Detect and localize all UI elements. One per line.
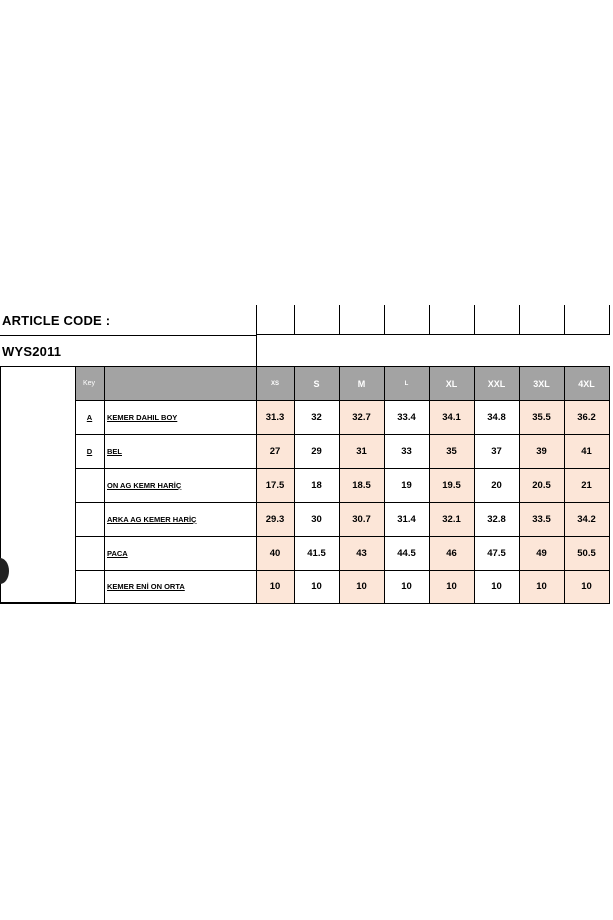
grid-hline xyxy=(0,335,257,336)
grid-vline xyxy=(384,305,385,335)
value-cell-xl: 35 xyxy=(429,434,474,468)
row-key: A xyxy=(86,412,93,422)
value-cell-3xl: 49 xyxy=(519,536,564,570)
value-cell-l: 33.4 xyxy=(397,411,416,423)
value-cell-xl: 10 xyxy=(429,570,474,603)
grid-vline xyxy=(339,367,340,604)
row-label: KEMER ENİ ON ORTA xyxy=(107,582,185,591)
value-cell-xl: 46 xyxy=(429,536,474,570)
grid-vline xyxy=(474,367,475,604)
size-header-xxl: XXL xyxy=(487,378,506,389)
value-cell-xxl: 32.8 xyxy=(487,513,506,525)
article-code-label: ARTICLE CODE : xyxy=(2,313,111,328)
grid-hline xyxy=(75,468,610,469)
grid-vline xyxy=(339,305,340,335)
value-cell-xl: 19.5 xyxy=(429,468,474,502)
grid-vline xyxy=(609,367,610,604)
grid-hline xyxy=(0,602,75,604)
grid-hline xyxy=(256,334,610,335)
value-cell-xl: 32.1 xyxy=(429,502,474,536)
value-cell-4xl: 34.2 xyxy=(564,502,609,536)
grid-vline xyxy=(294,367,295,604)
dark-circle-decoration xyxy=(0,558,9,584)
value-cell-xs: 31.3 xyxy=(256,400,294,434)
value-cell-4xl: 10 xyxy=(564,570,609,603)
grid-vline xyxy=(256,305,257,335)
size-header-s: S xyxy=(313,378,320,389)
grid-hline xyxy=(75,603,610,604)
value-cell-xs: 10 xyxy=(256,570,294,603)
value-cell-xs: 17.5 xyxy=(256,468,294,502)
grid-vline xyxy=(429,367,430,604)
value-cell-l: 10 xyxy=(401,581,412,592)
size-header-m: M xyxy=(357,378,366,389)
value-cell-xxl: 47.5 xyxy=(487,547,506,559)
article-code-value: WYS2011 xyxy=(2,344,62,359)
grid-vline xyxy=(256,367,257,604)
grid-vline xyxy=(609,305,610,335)
value-cell-3xl: 35.5 xyxy=(519,400,564,434)
grid-vline xyxy=(75,367,76,604)
row-key xyxy=(75,570,104,603)
value-cell-xs: 27 xyxy=(256,434,294,468)
size-header-l: L xyxy=(404,380,409,387)
size-header-xs: XS xyxy=(270,380,279,387)
value-cell-xxl: 37 xyxy=(491,445,502,457)
value-cell-xs: 29.3 xyxy=(256,502,294,536)
grid-vline xyxy=(519,305,520,335)
value-cell-xxl: 20 xyxy=(491,479,502,491)
row-label: ARKA AG KEMER HARİÇ xyxy=(107,514,197,524)
value-cell-s: 29 xyxy=(311,445,322,457)
value-cell-s: 10 xyxy=(311,581,322,592)
value-cell-s: 30 xyxy=(311,513,322,525)
value-cell-3xl: 10 xyxy=(519,570,564,603)
row-key xyxy=(75,468,104,502)
value-cell-m: 18.5 xyxy=(339,468,384,502)
grid-vline xyxy=(519,367,520,604)
grid-vline xyxy=(429,305,430,335)
size-header-xl: XL xyxy=(445,378,458,389)
value-cell-3xl: 39 xyxy=(519,434,564,468)
row-label: ON AG KEMR HARİÇ xyxy=(107,480,182,490)
row-key xyxy=(75,502,104,536)
value-cell-3xl: 33.5 xyxy=(519,502,564,536)
value-cell-4xl: 41 xyxy=(564,434,609,468)
grid-hline xyxy=(75,536,610,537)
grid-vline xyxy=(104,367,105,604)
row-key: D xyxy=(86,446,93,456)
value-cell-m: 31 xyxy=(339,434,384,468)
value-cell-xxl: 10 xyxy=(491,581,502,592)
value-cell-m: 32.7 xyxy=(339,400,384,434)
grid-hline xyxy=(75,570,610,571)
grid-hline xyxy=(75,434,610,435)
value-cell-3xl: 20.5 xyxy=(519,468,564,502)
value-cell-4xl: 36.2 xyxy=(564,400,609,434)
grid-vline xyxy=(294,305,295,335)
row-key xyxy=(75,536,104,570)
value-cell-xxl: 34.8 xyxy=(487,411,506,423)
row-label: BEL xyxy=(107,446,122,456)
value-cell-m: 43 xyxy=(339,536,384,570)
value-cell-m: 10 xyxy=(339,570,384,603)
size-header-3xl: 3XL xyxy=(533,378,550,389)
value-cell-4xl: 21 xyxy=(564,468,609,502)
value-cell-xl: 34.1 xyxy=(429,400,474,434)
row-label: KEMER DAHIL BOY xyxy=(107,412,178,422)
grid-vline xyxy=(564,305,565,335)
key-column-header: Key xyxy=(83,380,96,387)
row-label: PACA xyxy=(107,548,128,558)
grid-hline xyxy=(75,400,610,401)
value-cell-s: 32 xyxy=(311,411,322,423)
value-cell-4xl: 50.5 xyxy=(564,536,609,570)
value-cell-l: 33 xyxy=(401,445,412,457)
value-cell-xs: 40 xyxy=(256,536,294,570)
grid-vline xyxy=(384,367,385,604)
value-cell-m: 30.7 xyxy=(339,502,384,536)
grid-vline xyxy=(474,305,475,335)
value-cell-l: 19 xyxy=(401,479,412,491)
grid-vline xyxy=(564,367,565,604)
value-cell-l: 31.4 xyxy=(397,513,416,525)
size-header-4xl: 4XL xyxy=(578,378,595,389)
value-cell-l: 44.5 xyxy=(397,547,416,559)
grid-hline xyxy=(75,502,610,503)
value-cell-s: 18 xyxy=(311,479,322,491)
value-cell-s: 41.5 xyxy=(307,547,326,559)
